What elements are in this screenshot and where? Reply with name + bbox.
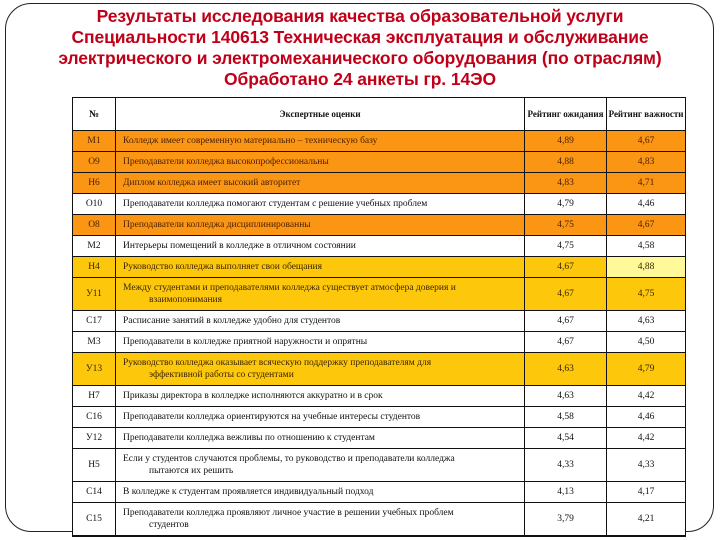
row-criteria xyxy=(116,311,525,332)
row-code: М1 xyxy=(73,131,116,152)
row-importance-rating: 4,42 xyxy=(607,386,686,407)
row-importance-rating: 4,63 xyxy=(607,311,686,332)
row-expectation-rating: 4,83 xyxy=(525,173,607,194)
criteria-text: В колледже к студентам проявляется индивидуальный подход xyxy=(123,487,374,497)
row-expectation-rating: 4,58 xyxy=(525,407,607,428)
criteria-text: Если у студентов случаются проблемы, то руководство и преподаватели колледжа xyxy=(123,454,455,464)
table-row xyxy=(73,257,686,278)
criteria-text: Преподаватели колледжа ориентируются на учебные интересы студентов xyxy=(123,412,421,422)
row-criteria xyxy=(116,353,525,386)
table-row xyxy=(73,386,686,407)
title-line-3: электрического и электромеханического оборудования (по отраслям) xyxy=(58,48,662,68)
table-row xyxy=(73,194,686,215)
header-expectation: Рейтинг ожидания xyxy=(525,98,607,131)
table-row xyxy=(73,236,686,257)
row-code: Н5 xyxy=(73,449,116,482)
criteria-text: Расписание занятий в колледже удобно для студентов xyxy=(123,316,341,326)
row-expectation-rating: 3,79 xyxy=(525,503,607,537)
table-row xyxy=(73,503,686,537)
table-row xyxy=(73,449,686,482)
row-code: О9 xyxy=(73,152,116,173)
criteria-text: Преподаватели колледжа проявляют личное участие в решении учебных проблем xyxy=(123,508,454,518)
table-row xyxy=(73,428,686,449)
row-expectation-rating: 4,13 xyxy=(525,482,607,503)
table-row xyxy=(73,482,686,503)
row-importance-rating: 4,67 xyxy=(607,215,686,236)
header-criteria: Экспертные оценки xyxy=(116,98,525,131)
row-expectation-rating: 4,63 xyxy=(525,353,607,386)
row-importance-rating: 4,46 xyxy=(607,194,686,215)
table-row xyxy=(73,215,686,236)
row-expectation-rating: 4,88 xyxy=(525,152,607,173)
criteria-text: Преподаватели колледжа высокопрофессиональны xyxy=(123,157,329,167)
row-code: У13 xyxy=(73,353,116,386)
table-row xyxy=(73,311,686,332)
criteria-text: Преподаватели в колледже приятной наружности и опрятны xyxy=(123,337,368,347)
row-expectation-rating: 4,79 xyxy=(525,194,607,215)
criteria-text: Преподаватели колледжа помогают студентам с решение учебных проблем xyxy=(123,199,428,209)
row-expectation-rating: 4,67 xyxy=(525,332,607,353)
row-code: О8 xyxy=(73,215,116,236)
row-expectation-rating: 4,75 xyxy=(525,236,607,257)
criteria-text: Между студентами и преподавателями колледжа существует атмосфера доверия и xyxy=(123,283,456,293)
criteria-text: Руководство колледжа оказывает всяческую поддержку преподавателям для xyxy=(123,358,432,368)
criteria-text: Преподаватели колледжа вежливы по отношению к студентам xyxy=(123,433,375,443)
row-expectation-rating: 4,75 xyxy=(525,215,607,236)
row-criteria xyxy=(116,332,525,353)
row-expectation-rating: 4,63 xyxy=(525,386,607,407)
row-importance-rating: 4,88 xyxy=(607,257,686,278)
header-importance: Рейтинг важности xyxy=(607,98,686,131)
row-criteria xyxy=(116,386,525,407)
row-criteria xyxy=(116,278,525,311)
row-criteria xyxy=(116,482,525,503)
row-code: С17 xyxy=(73,311,116,332)
title-line-2: Специальности 140613 Техническая эксплуатация и обслуживание xyxy=(71,27,649,47)
row-expectation-rating: 4,67 xyxy=(525,311,607,332)
table-row xyxy=(73,152,686,173)
criteria-text-continued: пытаются их решить xyxy=(149,466,234,476)
table-row xyxy=(73,332,686,353)
table-row xyxy=(73,353,686,386)
row-code: Н4 xyxy=(73,257,116,278)
table-row xyxy=(73,173,686,194)
title-line-1: Результаты исследования качества образовательной услуги xyxy=(96,6,624,26)
criteria-text-continued: эффективной работы со студентами xyxy=(149,370,294,380)
row-criteria xyxy=(116,407,525,428)
row-importance-rating: 4,79 xyxy=(607,353,686,386)
row-criteria xyxy=(116,257,525,278)
row-expectation-rating: 4,67 xyxy=(525,278,607,311)
criteria-text-continued: взаимопонимания xyxy=(149,295,223,305)
row-expectation-rating: 4,67 xyxy=(525,257,607,278)
row-code: Н6 xyxy=(73,173,116,194)
row-importance-rating: 4,21 xyxy=(607,503,686,537)
row-code: У11 xyxy=(73,278,116,311)
row-criteria xyxy=(116,428,525,449)
ratings-table xyxy=(72,97,686,537)
row-code: Н7 xyxy=(73,386,116,407)
table-header-row xyxy=(73,98,686,131)
row-code: С15 xyxy=(73,503,116,537)
row-criteria xyxy=(116,449,525,482)
row-criteria xyxy=(116,236,525,257)
row-criteria xyxy=(116,173,525,194)
row-expectation-rating: 4,89 xyxy=(525,131,607,152)
row-expectation-rating: 4,33 xyxy=(525,449,607,482)
row-importance-rating: 4,58 xyxy=(607,236,686,257)
row-importance-rating: 4,50 xyxy=(607,332,686,353)
header-num: № xyxy=(73,98,116,131)
row-importance-rating: 4,75 xyxy=(607,278,686,311)
row-code: С16 xyxy=(73,407,116,428)
criteria-text: Преподаватели колледжа дисциплинированны xyxy=(123,220,311,230)
title-line-4: Обработано 24 анкеты гр. 14ЭО xyxy=(224,69,496,89)
row-code: О10 xyxy=(73,194,116,215)
row-criteria xyxy=(116,503,525,537)
row-importance-rating: 4,67 xyxy=(607,131,686,152)
row-code: М2 xyxy=(73,236,116,257)
page-title xyxy=(0,6,720,90)
criteria-text-continued: студентов xyxy=(149,520,189,530)
row-criteria xyxy=(116,131,525,152)
row-expectation-rating: 4,54 xyxy=(525,428,607,449)
table-row xyxy=(73,407,686,428)
row-importance-rating: 4,42 xyxy=(607,428,686,449)
row-importance-rating: 4,46 xyxy=(607,407,686,428)
criteria-text: Колледж имеет современную материально – техническую базу xyxy=(123,136,378,146)
row-code: У12 xyxy=(73,428,116,449)
row-criteria xyxy=(116,152,525,173)
criteria-text: Руководство колледжа выполняет свои обещания xyxy=(123,262,322,272)
row-importance-rating: 4,33 xyxy=(607,449,686,482)
row-code: М3 xyxy=(73,332,116,353)
criteria-text: Диплом колледжа имеет высокий авторитет xyxy=(123,178,301,188)
row-importance-rating: 4,71 xyxy=(607,173,686,194)
criteria-text: Интерьеры помещений в колледже в отличном состоянии xyxy=(123,241,356,251)
table-row xyxy=(73,278,686,311)
row-criteria xyxy=(116,194,525,215)
row-criteria xyxy=(116,215,525,236)
row-code: С14 xyxy=(73,482,116,503)
criteria-text: Приказы директора в колледже исполняются аккуратно и в срок xyxy=(123,391,383,401)
table-row xyxy=(73,131,686,152)
row-importance-rating: 4,83 xyxy=(607,152,686,173)
row-importance-rating: 4,17 xyxy=(607,482,686,503)
